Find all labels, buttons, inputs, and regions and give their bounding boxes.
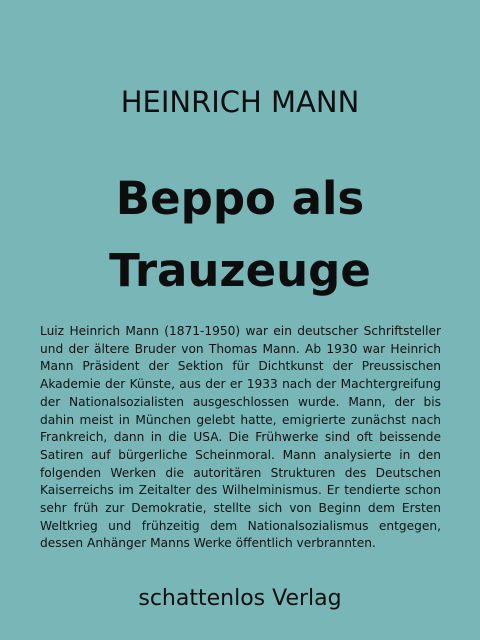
book-title <box>0 163 480 307</box>
title-line-1: Beppo als <box>115 172 365 225</box>
publisher-name: schattenlos Verlag <box>138 586 342 611</box>
author-name: HEINRICH MANN <box>120 85 360 119</box>
title-line-2: Trauzeuge <box>109 244 371 297</box>
author-description: Luiz Heinrich Mann (1871-1950) war ein deutscher Schriftsteller und der ältere Bruder von Thomas Mann. Ab 1930 war Heinrich Mann Präsident der Sektion für Dichtkunst der Preussischen Akademie der Künste, aus der er 1933 nach der Machtergreifung der Nationalsozialisten ausgeschlossen wurde. Mann, der bis dahin meist in München gelebt hatte, emigrierte zunächst nach Frankreich, dann in die USA. Die Frühwerke sind oft beissende Satiren auf bürgerliche Scheinmoral. Mann analysierte in den folgenden Werken die autoritären Strukturen des Deutschen Kaiserreichs im Zeitalter des Wilhelminismus. Er tendierte schon sehr früh zur Demokratie, stellte sich von Beginn dem Ersten Weltkrieg und frühzeitig dem Nationalsozialismus entgegen, dessen Anhänger Manns Werke öffentlich verbrannten. <box>40 324 441 551</box>
